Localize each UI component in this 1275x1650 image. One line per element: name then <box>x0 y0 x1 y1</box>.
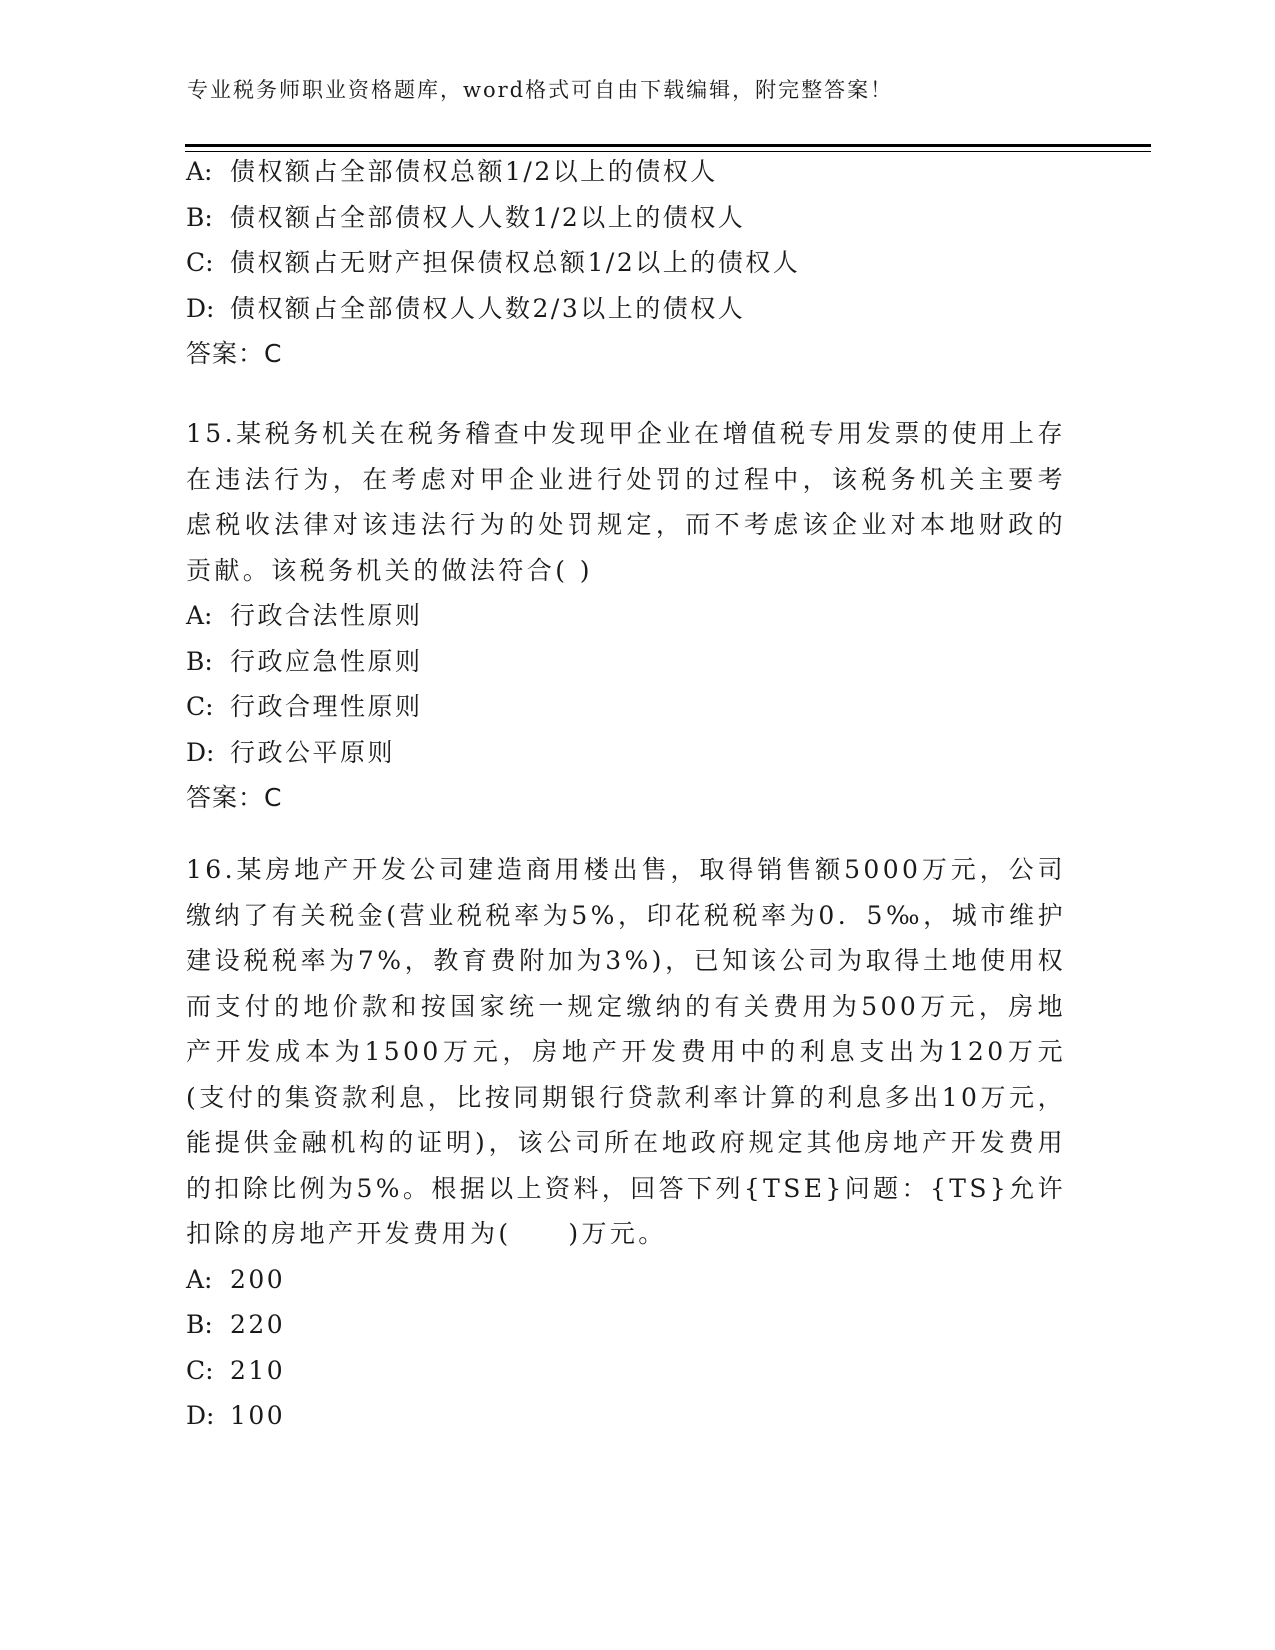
question-15-text: 15.某税务机关在税务稽查中发现甲企业在增值税专用发票的使用上存在违法行为，在考虑对甲企业进行处罚的过程中，该税务机关主要考虑税收法律对该违法行为的处罚规定，而不考虑该企业对本地财政的贡献。该税务机关的做法符合( ) <box>186 419 1066 585</box>
option-letter: A: <box>186 157 213 186</box>
option-letter: D: <box>186 1401 215 1430</box>
option-text: 200 <box>230 1264 286 1294</box>
option-a <box>186 1257 1066 1303</box>
option-d <box>186 1393 1066 1439</box>
option-letter: A: <box>186 601 213 630</box>
option-c <box>186 684 1066 730</box>
option-letter: A: <box>186 1264 213 1294</box>
option-text: 行政公平原则 <box>230 737 396 767</box>
option-letter: D: <box>186 293 215 323</box>
option-letter: C: <box>186 248 214 277</box>
header-rule-thick <box>185 144 1151 147</box>
option-c <box>186 240 1066 286</box>
option-letter: D: <box>186 737 215 767</box>
option-text: 210 <box>230 1355 286 1385</box>
option-text: 债权额占全部债权总额1/2以上的债权人 <box>230 157 718 186</box>
prev-question-block <box>186 149 1066 377</box>
answer-line: 答案：C <box>186 339 283 368</box>
option-b <box>186 1302 1066 1348</box>
option-b <box>186 195 1066 241</box>
option-d <box>186 730 1066 776</box>
option-text: 220 <box>230 1310 286 1339</box>
question-15-block <box>186 411 1066 821</box>
option-b <box>186 639 1066 685</box>
option-letter: B: <box>186 646 213 676</box>
question-16-block <box>186 847 1066 1439</box>
option-letter: B: <box>186 1310 213 1339</box>
option-text: 债权额占无财产担保债权总额1/2以上的债权人 <box>230 248 801 277</box>
option-text: 100 <box>230 1401 286 1430</box>
option-text: 行政合法性原则 <box>230 601 423 630</box>
option-c <box>186 1348 1066 1394</box>
answer-line: 答案：C <box>186 783 283 812</box>
option-text: 债权额占全部债权人人数1/2以上的债权人 <box>230 202 746 232</box>
option-letter: C: <box>186 1355 214 1385</box>
option-a <box>186 593 1066 639</box>
option-letter: B: <box>186 202 213 232</box>
option-letter: C: <box>186 692 214 721</box>
header-note: 专业税务师职业资格题库，word格式可自由下载编辑，附完整答案！ <box>187 78 894 102</box>
option-text: 行政应急性原则 <box>230 646 423 676</box>
option-text: 债权额占全部债权人人数2/3以上的债权人 <box>230 293 746 323</box>
option-text: 行政合理性原则 <box>230 692 423 721</box>
question-16-text: 16.某房地产开发公司建造商用楼出售，取得销售额5000万元，公司缴纳了有关税金(营业税税率为5%，印花税税率为0．5‰，城市维护建设税税率为7%，教育费附加为3%)，已知该公司为取得土地使用权而支付的地价款和按国家统一规定缴纳的有关费用为500万元，房地产开发成本为1500万元，房地产开发费用中的利息支出为120万元(支付的集资款利息，比按同期银行贷款利率计算的利息多出10万元，能提供金融机构的证明)，该公司所在地政府规定其他房地产开发费用的扣除比例为5%。根据以上资料，回答下列{TSE}问题：{TS}允许扣除的房地产开发费用为( )万元。 <box>186 855 1066 1248</box>
option-a <box>186 149 1066 195</box>
option-d <box>186 286 1066 332</box>
